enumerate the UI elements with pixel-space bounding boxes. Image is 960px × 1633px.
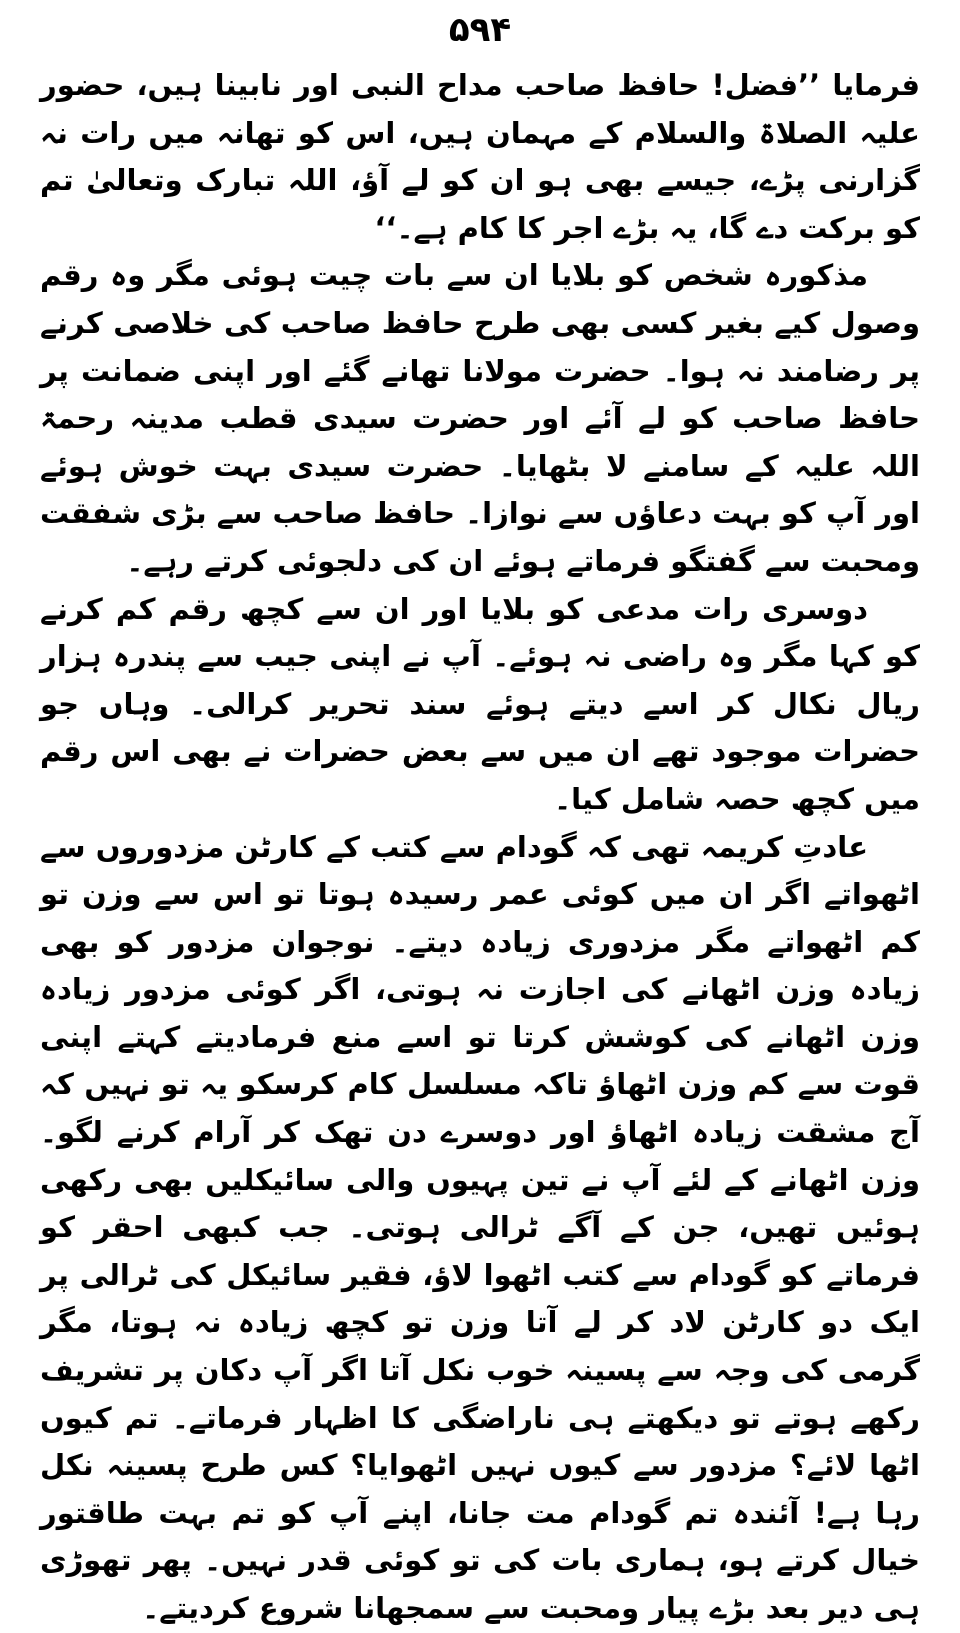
body-text [40,62,920,1633]
paragraph-labourers: عادتِ کریمہ تھی کہ گودام سے کتب کے کارٹن مزدوروں سے اٹھواتے اگر ان میں کوئی عمر رسیدہ ہوتا تو اس سے وزن تو کم اٹھواتے مگر مزدوری زیادہ دیتے۔ نوجوان مزدور کو بھی زیادہ وزن اٹھانے کی اجازت نہ ہوتی، اگر کوئی مزدور زیادہ وزن اٹھانے کی کوشش کرتا تو اسے منع فرمادیتے کہتے اپنی قوت سے کم وزن اٹھاؤ تاکہ مسلسل کام کرسکو یہ تو نہیں کہ آج مشقت زیادہ اٹھاؤ اور دوسرے دن تھک کر آرام کرنے لگو۔ وزن اٹھانے کے لئے آپ نے تین پہیوں والی سائیکلیں بھی رکھی ہوئیں تھیں، جن کے آگے ٹرالی ہوتی۔ جب کبھی احقر کو فرماتے کو گودام سے کتب اٹھوا لاؤ، فقیر سائیکل کی ٹرالی پر ایک دو کارٹن لاد کر لے آتا وزن تو کچھ زیادہ نہ ہوتا، مگر گرمی کی وجہ سے پسینہ خوب نکل آتا اگر آپ دکان پر تشریف رکھے ہوتے تو دیکھتے ہی ناراضگی کا اظہار فرماتے۔ تم کیوں اٹھا لائے؟ مزدور سے کیوں نہیں اٹھوایا؟ کس طرح پسینہ نکل رہا ہے! آئندہ تم گودام مت جانا، اپنے آپ کو تم بہت طاقتور خیال کرتے ہو، ہماری بات کی تو کوئی قدر نہیں۔ پھر تھوڑی ہی دیر بعد بڑے پیار ومحبت سے سمجھانا شروع کردیتے۔ [40,829,920,1625]
page-number: ۵۹۴ [448,10,512,50]
paragraph-payment: دوسری رات مدعی کو بلایا اور ان سے کچھ رقم کم کرنے کو کہا مگر وہ راضی نہ ہوئے۔ آپ نے اپنی جیب سے پندرہ ہزار ریال نکال کر اسے دیتے ہوئے سند تحریر کرالی۔ وہاں جو حضرات موجود تھے ان میں سے بعض حضرات نے بھی اس رقم میں کچھ حصہ شامل کیا۔ [40,591,920,816]
paragraph-release: مذکورہ شخص کو بلایا ان سے بات چیت ہوئی مگر وہ رقم وصول کیے بغیر کسی بھی طرح حافظ صاحب کی خلاصی کرنے پر رضامند نہ ہوا۔ حضرت مولانا تھانے گئے اور اپنی ضمانت پر حافظ صاحب کو لے آئے اور حضرت سیدی قطب مدینہ رحمۃ اللہ علیہ کے سامنے لا بٹھایا۔ حضرت سیدی بہت خوش ہوئے اور آپ کو بہت دعاؤں سے نوازا۔ حافظ صاحب سے بڑی شفقت ومحبت سے گفتگو فرماتے ہوئے ان کی دلجوئی کرتے رہے۔ [40,258,920,578]
paragraph-hafiz-guest: فرمایا ’’فضل! حافظ صاحب مداح النبی اور نابینا ہیں، حضور علیہ الصلاۃ والسلام کے مہمان ہیں، اس کو تھانہ میں رات نہ گزارنی پڑے، جیسے بھی ہو ان کو لے آؤ، اللہ تبارک وتعالیٰ تم کو برکت دے گا، یہ بڑے اجر کا کام ہے۔‘‘ [40,68,920,245]
